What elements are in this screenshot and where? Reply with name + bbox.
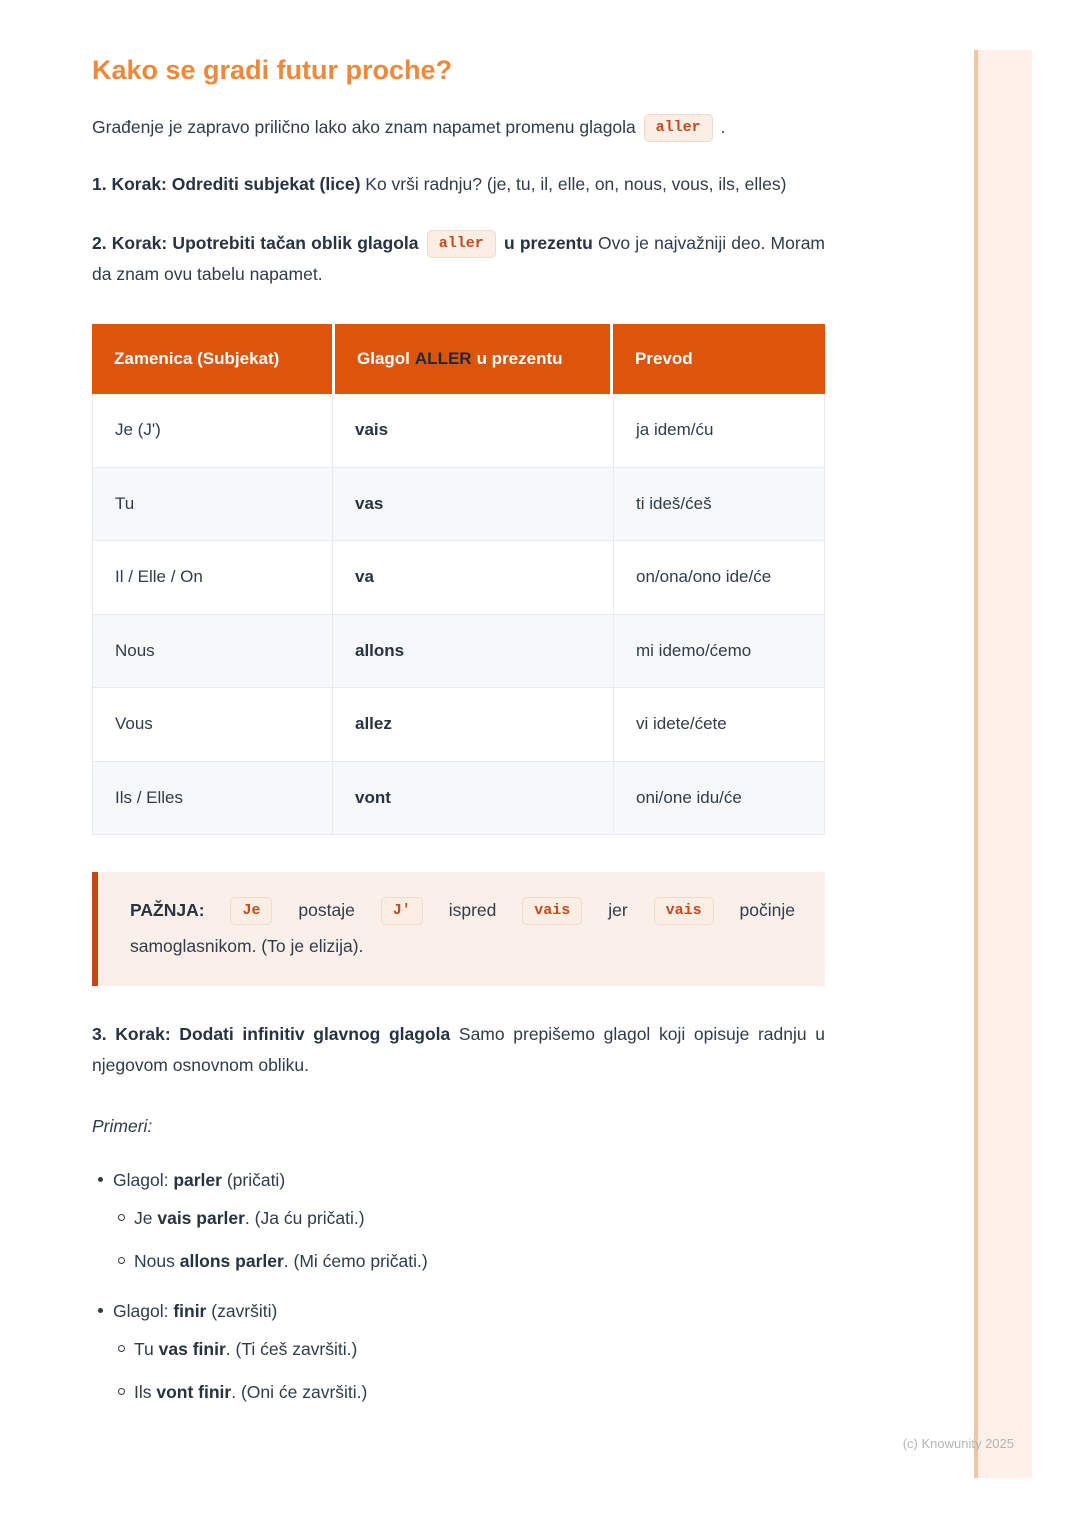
table-header-translation: Prevod [613, 324, 825, 394]
cell-subject: Tu [92, 468, 332, 541]
cell-translation: mi idemo/ćemo [613, 615, 825, 688]
inline-code-je: Je [230, 897, 272, 925]
header-aller-highlight: ALLER [414, 349, 472, 368]
cell-subject: Nous [92, 615, 332, 688]
warning-text [130, 892, 795, 964]
item-post: . (Mi ćemo pričati.) [283, 1251, 428, 1271]
item-bold: vont finir [156, 1382, 232, 1402]
intro-paragraph [92, 112, 825, 143]
step-3-text: Samo prepišemo glagol koji opisuje radnju u njegovom osnovnom obliku. [92, 1024, 825, 1075]
table-row [92, 468, 825, 542]
cell-subject: Ils / Elles [92, 762, 332, 835]
header-verb-post: u prezentu [476, 349, 563, 368]
warning-label: PAŽNJA: [130, 900, 205, 920]
group-note: (pričati) [221, 1170, 286, 1190]
warning-word: jer [608, 900, 628, 920]
copyright-footer: (c) Knowunity 2025 [902, 1436, 1014, 1451]
cell-subject: Je (J') [92, 394, 332, 467]
inline-code-aller: aller [427, 230, 496, 258]
intro-text: Građenje je zapravo prilično lako ako znam napamet promenu glagola [92, 117, 636, 137]
example-item [134, 1334, 825, 1364]
cell-translation: on/ona/ono ide/će [613, 541, 825, 614]
document-content [92, 0, 825, 1407]
group-verb: finir [173, 1301, 207, 1321]
example-item [134, 1246, 825, 1276]
warning-word: počinje samoglasnikom. (To je elizija). [130, 900, 796, 956]
step-3-heading: 3. Korak: Dodati infinitiv glavnog glagola [92, 1024, 451, 1044]
cell-subject: Vous [92, 688, 332, 761]
table-row [92, 688, 825, 762]
cell-translation: ti ideš/ćeš [613, 468, 825, 541]
example-item [134, 1203, 825, 1233]
inline-code-aller: aller [644, 114, 713, 142]
cell-verb: vas [332, 468, 613, 541]
item-post: . (Ti ćeš završiti.) [225, 1339, 358, 1359]
step-1-paragraph [92, 169, 825, 200]
cell-translation: vi idete/ćete [613, 688, 825, 761]
page-title: Kako se gradi futur proche? [92, 55, 453, 85]
group-prefix: Glagol: [113, 1170, 174, 1190]
table-header-row [92, 324, 825, 394]
cell-translation: ja idem/ću [613, 394, 825, 467]
item-post: . (Ja ću pričati.) [244, 1208, 365, 1228]
cell-verb: allez [332, 688, 613, 761]
cell-verb: vont [332, 762, 613, 835]
examples-list [92, 1165, 825, 1407]
cell-verb: va [332, 541, 613, 614]
decorative-side-stripe [974, 50, 1032, 1478]
table-row [92, 394, 825, 468]
inline-code-vais: vais [654, 897, 714, 925]
step-2-heading: 2. Korak: Upotrebiti tačan oblik glagola [92, 233, 419, 253]
group-note: (završiti) [206, 1301, 278, 1321]
inline-code-vais: vais [522, 897, 582, 925]
item-bold: vais parler [157, 1208, 245, 1228]
table-row [92, 615, 825, 689]
cell-verb: allons [332, 615, 613, 688]
item-bold: vas finir [158, 1339, 226, 1359]
warning-word: postaje [298, 900, 355, 920]
step-2-text: Ovo je najvažniji deo. Moram da znam ovu tabelu napamet. [92, 233, 826, 284]
inline-code-j-apostrophe: J' [381, 897, 423, 925]
item-post: . (Oni će završiti.) [231, 1382, 368, 1402]
item-pre: Nous [134, 1251, 180, 1271]
group-prefix: Glagol: [113, 1301, 174, 1321]
step-1-heading: 1. Korak: Odrediti subjekat (lice) [92, 174, 361, 194]
table-row [92, 541, 825, 615]
item-pre: Je [134, 1208, 158, 1228]
example-group-finir [113, 1296, 825, 1407]
cell-translation: oni/one idu/će [613, 762, 825, 835]
cell-subject: Il / Elle / On [92, 541, 332, 614]
step-3-paragraph [92, 1019, 825, 1081]
warning-box [92, 872, 825, 986]
item-bold: allons parler [179, 1251, 284, 1271]
item-pre: Tu [134, 1339, 159, 1359]
warning-word: ispred [448, 900, 497, 920]
header-verb-pre: Glagol [357, 349, 410, 368]
table-row [92, 762, 825, 836]
aller-conjugation-table [92, 324, 825, 835]
example-sublist [113, 1334, 825, 1407]
step-1-text: Ko vrši radnju? (je, tu, il, elle, on, nous, vous, ils, elles) [365, 174, 787, 194]
example-sublist [113, 1203, 825, 1276]
table-header-subject: Zamenica (Subjekat) [92, 324, 332, 394]
item-pre: Ils [134, 1382, 157, 1402]
group-verb: parler [173, 1170, 222, 1190]
intro-after: . [720, 117, 726, 137]
example-item [134, 1377, 825, 1407]
step-2-heading-cont: u prezentu [503, 233, 593, 253]
cell-verb: vais [332, 394, 613, 467]
example-group-parler [113, 1165, 825, 1276]
step-2-paragraph [92, 228, 825, 290]
table-header-verb [332, 324, 613, 394]
examples-label: Primeri: [92, 1116, 153, 1136]
